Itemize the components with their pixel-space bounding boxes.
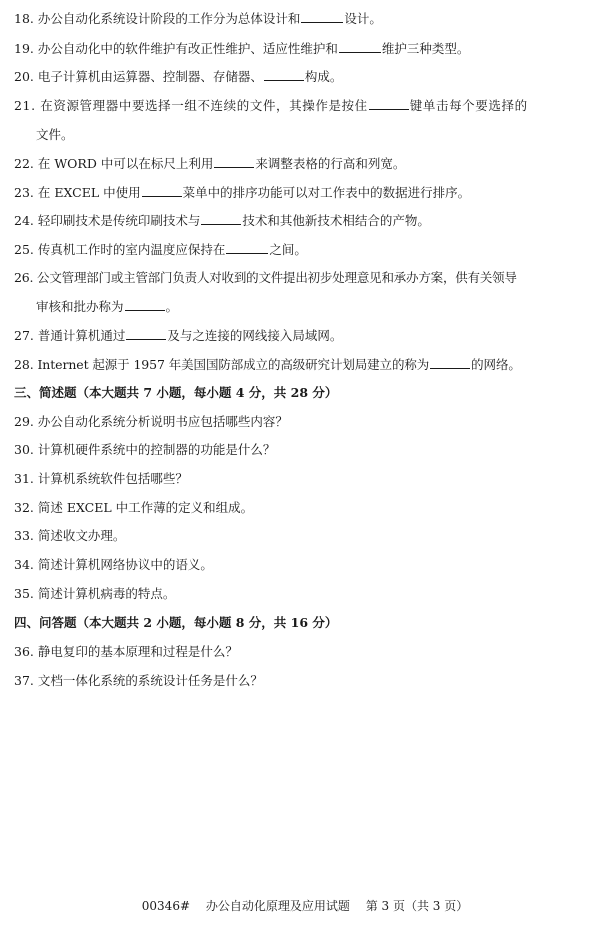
question-19 [14,40,600,58]
question-text: 28. Internet 起源于 1957 年美国国防部成立的高级研究计划局建立的称为 [14,357,430,372]
question-28 [14,356,600,374]
question-text: 菜单中的排序功能可以对工作表中的数据进行排序。 [182,185,471,200]
answer-blank [301,11,343,23]
answer-blank [125,299,165,311]
question-32: 32. 简述 EXCEL 中工作薄的定义和组成。 [14,500,254,515]
page-footer [0,898,610,914]
question-text: 来调整表格的行高和列宽。 [255,156,406,171]
answer-blank [339,41,381,53]
question-36: 36. 静电复印的基本原理和过程是什么？ [14,644,238,659]
question-24 [14,212,600,230]
exam-title: 办公自动化原理及应用试题 [205,899,350,913]
question-text: 24. 轻印刷技术是传统印刷技术与 [14,213,201,228]
answer-blank [226,242,268,254]
question-text: 的网络。 [471,357,521,372]
question-37: 37. 文档一体化系统的系统设计任务是什么？ [14,673,263,688]
question-25 [14,241,600,259]
question-text: 23. 在 EXCEL 中使用 [14,185,141,200]
question-20 [14,68,600,86]
question-text: 22. 在 WORD 中可以在标尺上利用 [14,156,214,171]
question-31: 31. 计算机系统软件包括哪些？ [14,471,188,486]
question-22 [14,155,600,173]
question-text: 设计。 [344,11,382,26]
question-21 [14,97,600,115]
question-text: 。 [165,299,179,314]
question-27 [14,327,600,345]
question-text: 技术和其他新技术相结合的产物。 [242,213,430,228]
section-heading-short-answer: 三、简述题（本大题共 7 小题，每小题 4 分，共 28 分） [14,385,338,400]
question-text: 20. 电子计算机由运算器、控制器、存储器、 [14,69,263,84]
answer-blank [264,69,304,81]
question-text: 21. 在资源管理器中要选择一组不连续的文件，其操作是按住 [14,98,368,113]
question-text: 27. 普通计算机通过 [14,328,126,343]
exam-code: 00346# [141,899,191,913]
question-18 [14,10,600,28]
answer-blank [201,213,241,225]
answer-blank [369,98,409,110]
question-text: 之间。 [269,242,307,257]
question-26 [14,269,600,287]
page-number: 第 3 页（共 3 页） [365,899,469,913]
section-heading-essay: 四、问答题（本大题共 2 小题，每小题 8 分，共 16 分） [14,615,338,630]
question-34: 34. 简述计算机网络协议中的语义。 [14,557,213,572]
question-23 [14,184,600,202]
question-35: 35. 简述计算机病毒的特点。 [14,586,176,601]
answer-blank [214,156,254,168]
question-text: 26. 公文管理部门或主管部门负责人对收到的文件提出初步处理意见和承办方案，供有关领导 [14,270,517,285]
answer-blank [430,357,470,369]
answer-blank [126,328,166,340]
question-text: 18. 办公自动化系统设计阶段的工作分为总体设计和 [14,11,301,26]
answer-blank [142,185,182,197]
question-text: 键单击每个要选择的 [409,98,528,113]
question-text: 文件。 [36,127,74,142]
question-text: 审核和批办称为 [36,299,124,314]
question-text: 25. 传真机工作时的室内温度应保持在 [14,242,226,257]
question-text: 及与之连接的网线接入局域网。 [167,328,343,343]
question-21-continued [36,126,610,144]
question-text: 维护三种类型。 [381,41,470,56]
question-33: 33. 简述收文办理。 [14,528,126,543]
question-text: 构成。 [304,69,343,84]
question-29: 29. 办公自动化系统分析说明书应包括哪些内容？ [14,414,288,429]
question-text: 19. 办公自动化中的软件维护有改正性维护、适应性维护和 [14,41,338,56]
question-30: 30. 计算机硬件系统中的控制器的功能是什么？ [14,442,276,457]
question-26-continued [36,298,610,316]
